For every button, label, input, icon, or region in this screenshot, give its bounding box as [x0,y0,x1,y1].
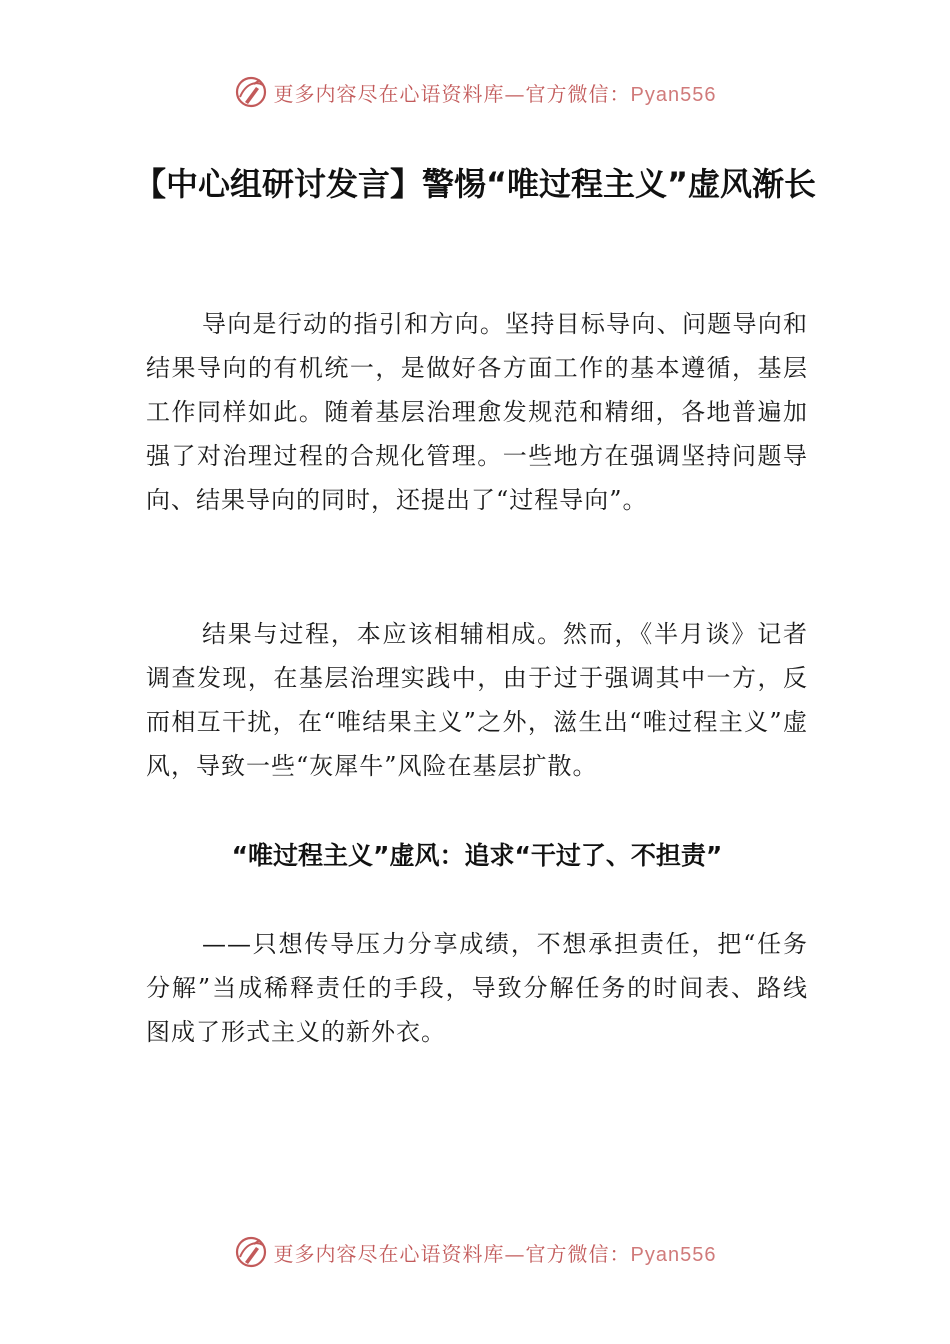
brush-pen-logo-icon [234,1235,268,1269]
paragraph-3: ——只想传导压力分享成绩，不想承担责任，把“任务分解”当成稀释责任的手段，导致分解任务的时间表、路线图成了形式主义的新外衣。 [146,930,808,1046]
watermark-banner-bottom [0,1232,950,1272]
paragraph-1: 导向是行动的指引和方向。坚持目标导向、问题导向和结果导向的有机统一，是做好各方面工作的基本遵循，基层工作同样如此。随着基层治理愈发规范和精细，各地普遍加强了对治理过程的合规化管理。一些地方在强调坚持问题导向、结果导向的同时，还提出了“过程导向”。 [146,310,808,514]
wechat-id: Pyan556 [630,83,717,106]
document-title: 【中心组研讨发言】警惕“唯过程主义”虚风渐长 [133,165,817,203]
section-subheading: “唯过程主义”虚风：追求“干过了、不担责” [231,841,723,870]
watermark-text: 更多内容尽在心语资料库—官方微信：Pyan556 [273,1241,717,1266]
wechat-id: Pyan556 [630,1243,717,1266]
watermark-banner-top [0,72,950,112]
brush-pen-logo-icon [234,75,268,109]
paragraph-2: 结果与过程，本应该相辅相成。然而，《半月谈》记者调查发现，在基层治理实践中，由于过于强调其中一方，反而相互干扰，在“唯结果主义”之外，滋生出“唯过程主义”虚风，导致一些“灰犀牛”风险在基层扩散。 [146,620,808,780]
watermark-text: 更多内容尽在心语资料库—官方微信：Pyan556 [273,81,717,106]
